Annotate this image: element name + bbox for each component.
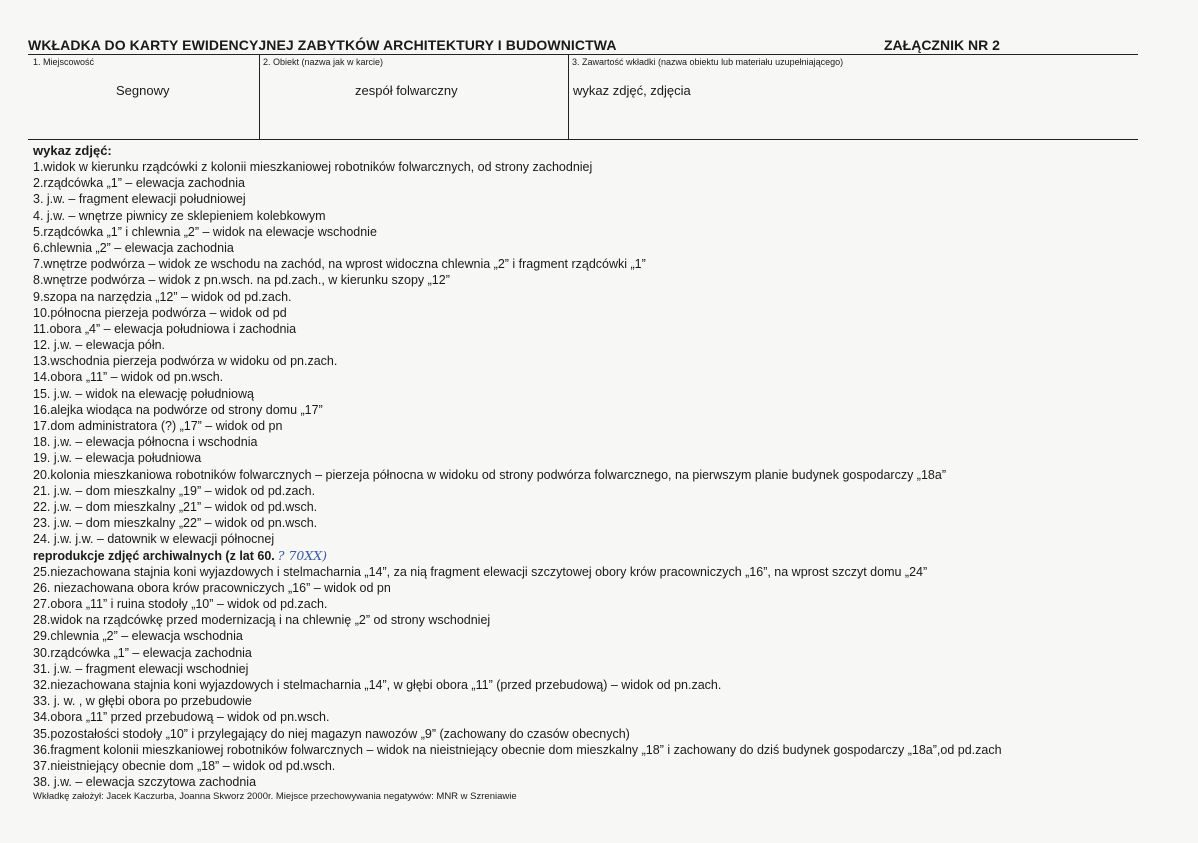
list-item: 17.dom administratora (?) „17” – widok od pn	[33, 419, 283, 433]
list-item: 35.pozostałości stodoły „10” i przylegający do niej magazyn nawozów „9” (zachowany do czasów obecnych)	[33, 726, 630, 741]
photo-list-part1	[33, 159, 1153, 548]
document-header	[28, 37, 1140, 53]
list-item: 1.widok w kierunku rządcówki z kolonii mieszkaniowej robotników folwarcznych, od strony zachodniej	[33, 160, 593, 174]
list-item: 33. j. w. , w głębi obora po przebudowie	[33, 694, 252, 709]
list-item: 30.rządcówka „1” – elewacja zachodnia	[33, 645, 252, 660]
document-title: WKŁADKA DO KARTY EWIDENCYJNEJ ZABYTKÓW ARCHITEKTURY I BUDOWNICTWA	[28, 37, 617, 53]
column-divider-1	[259, 54, 260, 140]
list-item: 26. niezachowana obora krów pracowniczych „16” – widok od pn	[33, 580, 391, 595]
list-item: 23. j.w. – dom mieszkalny „22” – widok od pn.wsch.	[33, 516, 318, 531]
footer-note: Wkładkę założył: Jacek Kaczurba, Joanna Skworz 2000r. Miejsce przechowywania negatywów: MNR w Szreniawie	[33, 791, 517, 803]
list-item: 28.widok na rządcówkę przed modernizacją i na chlewnię „2” od strony wschodniej	[33, 613, 491, 628]
list-item: 4. j.w. – wnętrze piwnicy ze sklepieniem kolebkowym	[33, 208, 326, 223]
list-item: 2.rządcówka „1” – elewacja zachodnia	[33, 176, 245, 191]
list-item: 3. j.w. – fragment elewacji południowej	[33, 192, 246, 207]
list-item: 7.wnętrze podwórza – widok ze wschodu na zachód, na wprost widoczna chlewnia „2” i fragment rządcówki „1”	[33, 257, 646, 272]
list-item: 12. j.w. – elewacja półn.	[33, 338, 166, 353]
field-value-contents: wykaz zdjęć, zdjęcia	[573, 83, 691, 98]
field-value-locality: Segnowy	[116, 83, 170, 98]
list-item: 16.alejka wiodąca na podwórze od strony domu „17”	[33, 402, 323, 417]
list-item: 22. j.w. – dom mieszkalny „21” – widok od pd.wsch.	[33, 499, 318, 514]
list-item: 9.szopa na narzędzia „12” – widok od pd.zach.	[33, 289, 292, 304]
photo-list-heading: wykaz zdjęć:	[33, 143, 112, 158]
handwritten-note: ? 70XX)	[277, 547, 328, 563]
list-item: 36.fragment kolonii mieszkaniowej robotników folwarcznych – widok na nieistniejący obecnie dom mieszkalny „18” i zachowany do dziś budynek gospodarczy „18a”,od pd.zach	[33, 742, 1002, 757]
list-item: 38. j.w. – elewacja szczytowa zachodnia	[33, 775, 257, 790]
list-item: 14.obora „11” – widok od pn.wsch.	[33, 370, 224, 385]
archival-subheading	[33, 548, 1153, 564]
list-item: 29.chlewnia „2” – elewacja wschodnia	[33, 629, 243, 644]
annex-label: ZAŁĄCZNIK NR 2	[884, 37, 1000, 53]
list-item: 25.niezachowana stajnia koni wyjazdowych i stelmacharnia „14”, za nią fragment elewacji szczytowej obory krów pracowniczych „16”, na wprost szczyt domu „24”	[33, 564, 928, 579]
list-item: 15. j.w. – widok na elewację południową	[33, 386, 254, 401]
list-item: 8.wnętrze podwórza – widok z pn.wsch. na pd.zach., w kierunku szopy „12”	[33, 273, 450, 288]
list-item: 21. j.w. – dom mieszkalny „19” – widok od pd.zach.	[33, 483, 316, 498]
field-label-contents: 3. Zawartość wkładki (nazwa obiektu lub materiału uzupełniającego)	[572, 57, 844, 67]
column-divider-2	[568, 54, 569, 140]
table-top-rule	[28, 54, 1138, 55]
list-item: 24. j.w. j.w. – datownik w elewacji północnej	[33, 532, 275, 547]
list-item: 27.obora „11” i ruina stodoły „10” – widok od pd.zach.	[33, 597, 328, 612]
archival-subheading-text: reprodukcje zdjęć archiwalnych (z lat 60.	[33, 548, 275, 563]
list-item: 18. j.w. – elewacja północna i wschodnia	[33, 435, 258, 450]
list-item: 31. j.w. – fragment elewacji wschodniej	[33, 661, 249, 676]
list-item: 6.chlewnia „2” – elewacja zachodnia	[33, 240, 234, 255]
list-item: 34.obora „11” przed przebudową – widok od pn.wsch.	[33, 710, 330, 725]
list-item: 32.niezachowana stajnia koni wyjazdowych i stelmacharnia „14”, w głębi obora „11” (przed przebudową) – widok od pn.zach.	[33, 678, 722, 692]
list-item: 19. j.w. – elewacja południowa	[33, 451, 202, 466]
field-value-object: zespół folwarczny	[355, 83, 458, 98]
list-item: 10.północna pierzeja podwórza – widok od pd	[33, 305, 287, 320]
photo-list	[33, 143, 1153, 804]
field-label-locality: 1. Miejscowość	[33, 57, 95, 67]
list-item: 20.kolonia mieszkaniowa robotników folwarcznych – pierzeja północna w widoku od strony podwórza folwarcznego, na pierwszym planie budynek gospodarczy „18a”	[33, 467, 946, 482]
list-item: 11.obora „4” – elewacja południowa i zachodnia	[33, 321, 297, 336]
list-item: 5.rządcówka „1” i chlewnia „2” – widok na elewacje wschodnie	[33, 224, 377, 239]
list-item: 13.wschodnia pierzeja podwórza w widoku od pn.zach.	[33, 354, 338, 369]
list-item: 37.nieistniejący obecnie dom „18” – widok od pd.wsch.	[33, 758, 336, 773]
field-label-object: 2. Obiekt (nazwa jak w karcie)	[263, 57, 384, 67]
photo-list-part2	[33, 564, 1153, 791]
table-bottom-rule	[28, 139, 1138, 140]
